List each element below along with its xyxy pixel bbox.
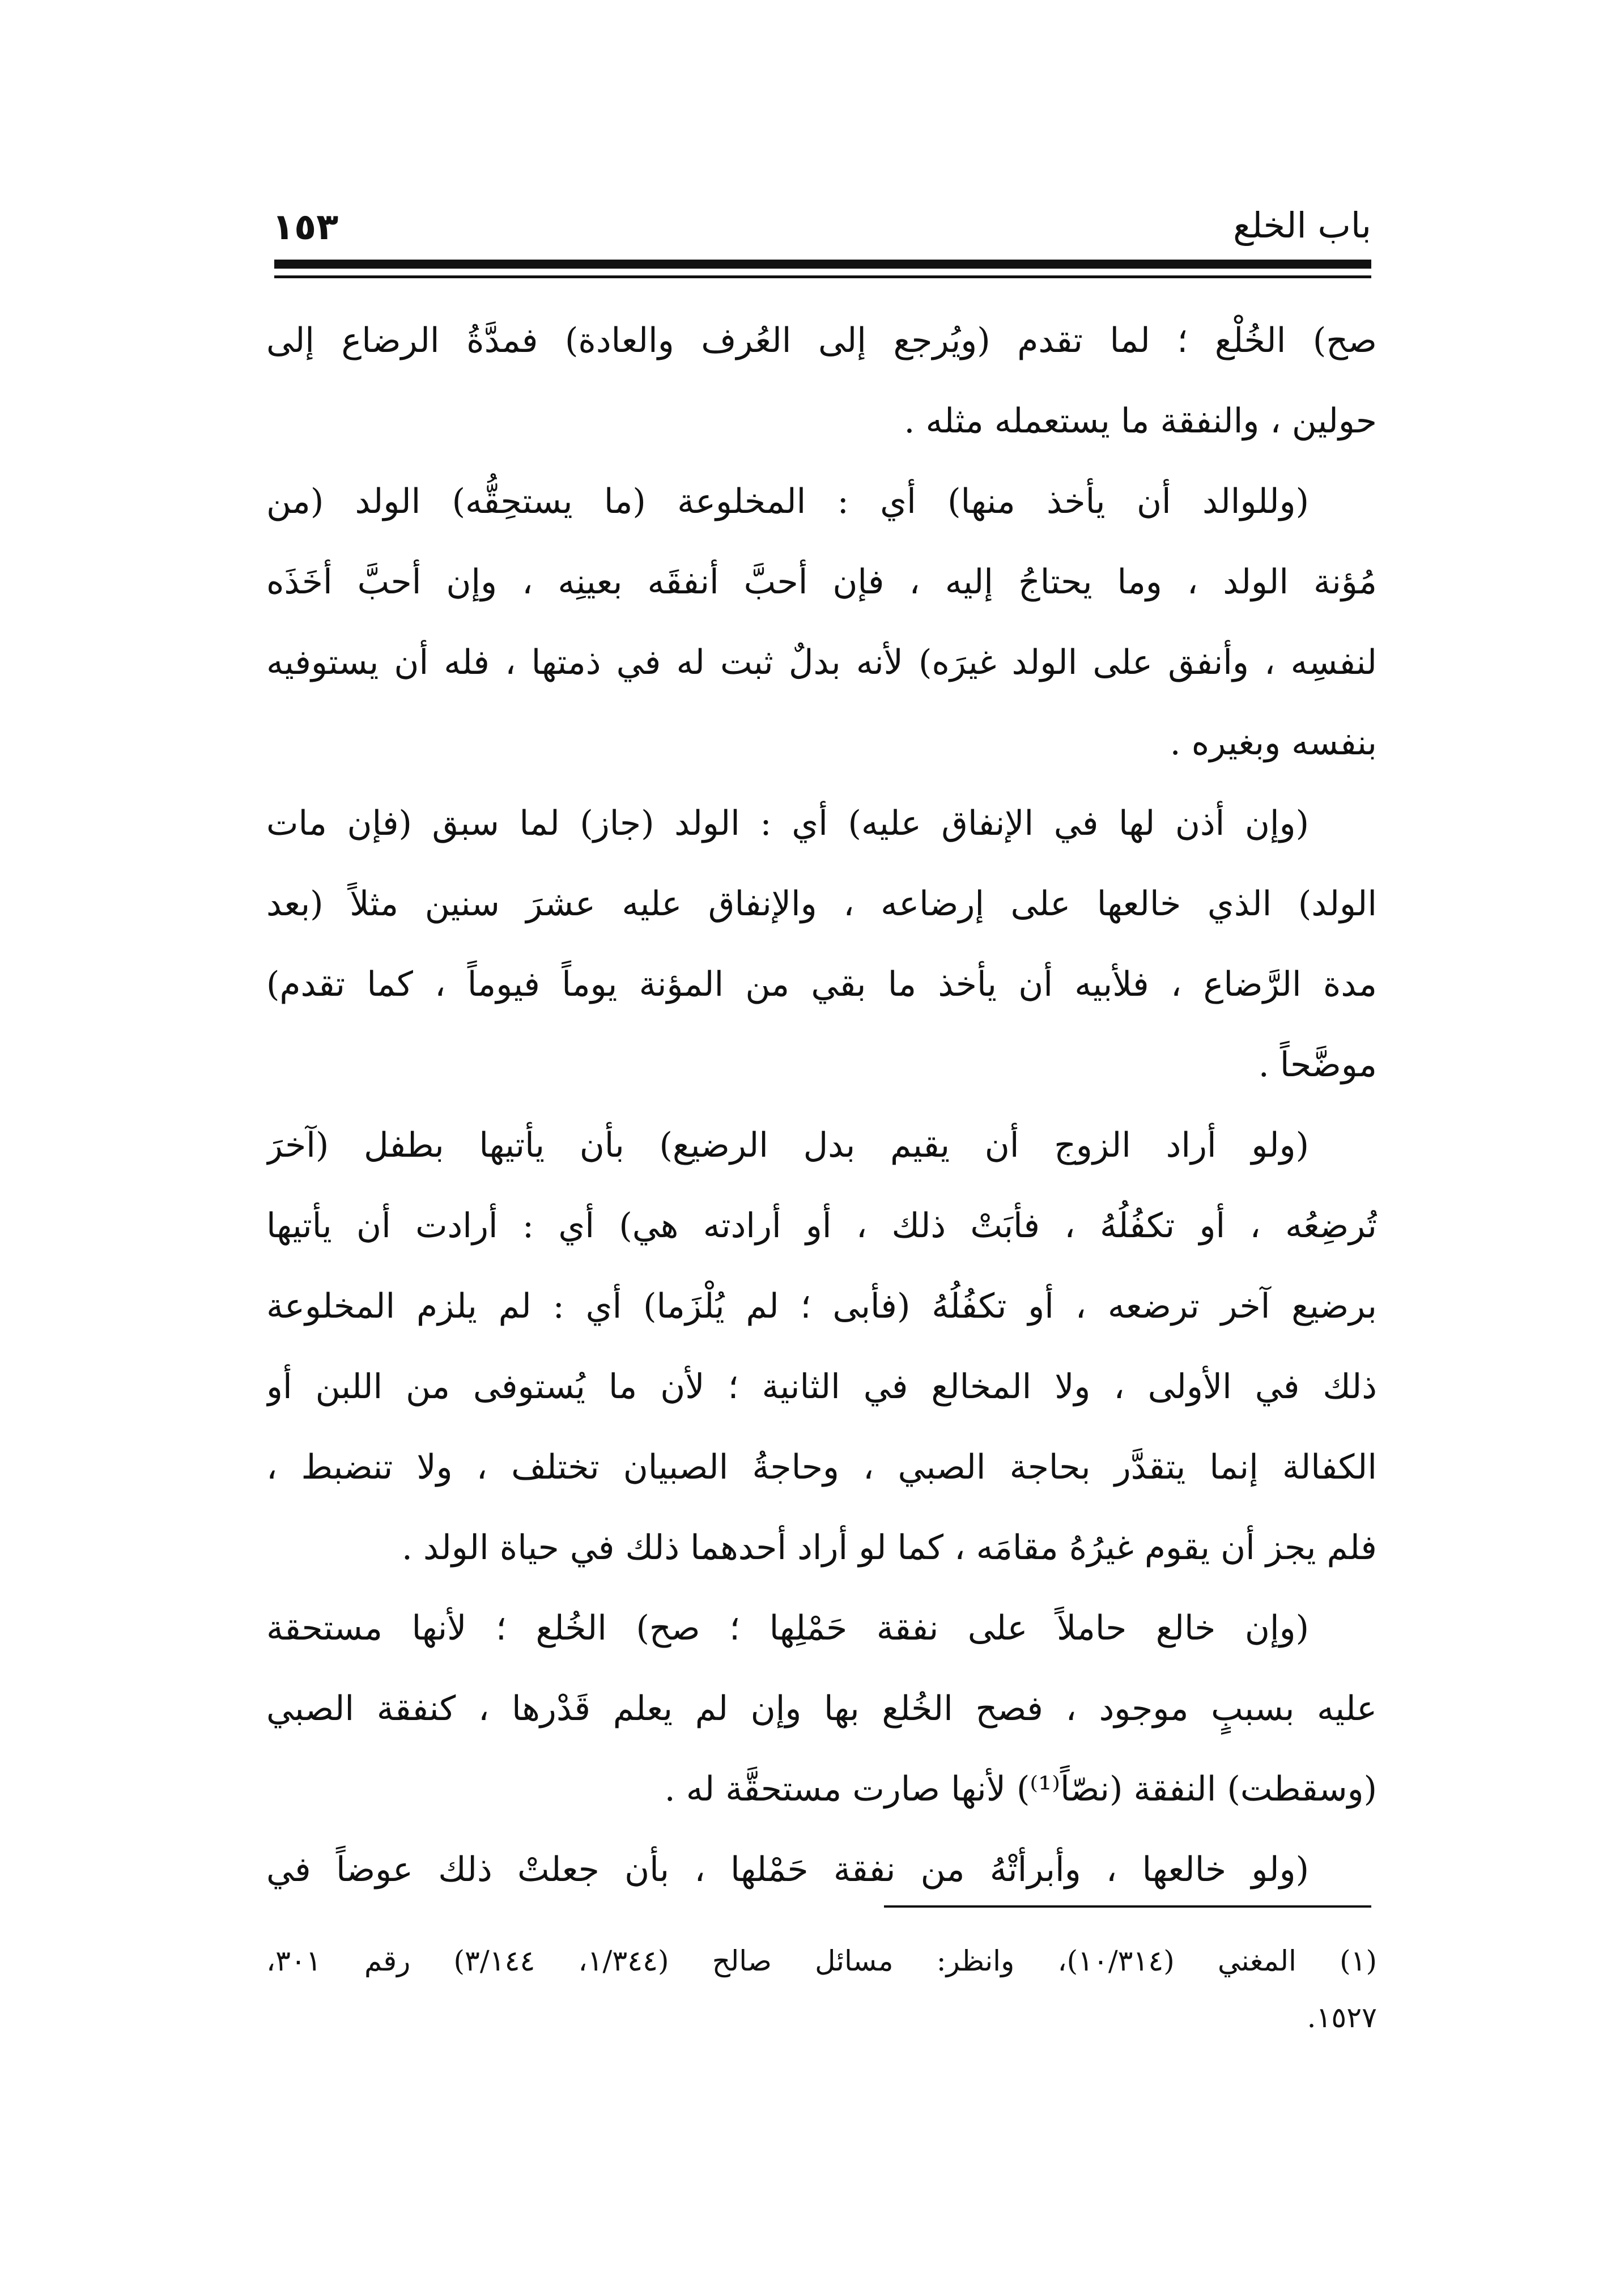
text-line: الكفالة إنما يتقدَّر بحاجة الصبي ، وحاجةُ الصبيان تختلف ، ولا تنضبط ، <box>266 1447 1377 1487</box>
text-line: (وإن خالع حاملاً على نفقة حَمْلِها ؛ صح) الخُلع ؛ لأنها مستحقة <box>266 1608 1309 1648</box>
text-line: مُؤنة الولد ، وما يحتاجُ إليه ، فإن أحبَّ أنفقَه بعينِه ، وإن أحبَّ أخَذَه <box>266 562 1377 602</box>
text-line: حولين ، والنفقة ما يستعمله مثله . <box>904 401 1377 441</box>
text-line: صح) الخُلْع ؛ لما تقدم (ويُرجع إلى العُرف والعادة) فمدَّةُ الرضاع إلى <box>266 321 1377 360</box>
footnote-line: ١٥٢٧. <box>1307 2001 1377 2034</box>
page-header <box>272 193 1371 249</box>
text-line: (ولو خالعها ، وأبرأتْهُ من نفقة حَمْلها ، بأن جعلتْ ذلك عوضاً في <box>266 1850 1309 1889</box>
header-rule-thick <box>274 260 1371 269</box>
text-line: (وسقطت) النفقة (نصّاً⁽¹⁾) لأنها صارت مستحقَّة له . <box>664 1769 1377 1809</box>
footnote-line: (١) المغني (١٠/٣١٤)، وانظر: مسائل صالح (١/٣٤٤، ٣/١٤٤) رقم ٣٠١، <box>266 1944 1377 1977</box>
main-text <box>266 300 1377 1910</box>
text-line: مدة الرَّضاع ، فلأبيه أن يأخذ ما بقي من المؤنة يوماً فيوماً ، كما تقدم) <box>266 965 1377 1004</box>
page-number: ١٥٣ <box>272 206 339 248</box>
text-line: عليه بسببٍ موجود ، فصح الخُلع بها وإن لم يعلم قَدْرها ، كنفقة الصبي <box>266 1689 1377 1729</box>
text-line: برضيع آخر ترضعه ، أو تكفُلُهُ (فأبى ؛ لم يُلْزَما) أي : لم يلزم المخلوعة <box>266 1286 1377 1326</box>
header-rule-thin <box>274 275 1371 278</box>
footnote-separator <box>884 1905 1371 1908</box>
text-line: فلم يجز أن يقوم غيرُهُ مقامَه ، كما لو أراد أحدهما ذلك في حياة الولد . <box>401 1528 1377 1568</box>
text-line: تُرضِعُه ، أو تكفُلُهُ ، فأبَتْ ذلك ، أو أرادته هي) أي : أرادت أن يأتيها <box>266 1206 1377 1246</box>
text-line: بنفسه وبغيره . <box>1170 723 1377 763</box>
text-line: (وللوالد أن يأخذ منها) أي : المخلوعة (ما يستحِقُّه) الولد (من <box>266 482 1309 521</box>
text-line: (وإن أذن لها في الإنفاق عليه) أي : الولد (جاز) لما سبق (فإن مات <box>266 804 1309 843</box>
footnotes <box>266 1933 1377 2046</box>
text-line: (ولو أراد الزوج أن يقيم بدل الرضيع) بأن يأتيها بطفل (آخرَ <box>266 1126 1309 1165</box>
text-line: لنفسِه ، وأنفق على الولد غيرَه) لأنه بدلٌ ثبت له في ذمتها ، فله أن يستوفيه <box>266 643 1377 682</box>
running-title: باب الخلع <box>1233 205 1371 246</box>
text-line: موضَّحاً . <box>1258 1045 1377 1085</box>
text-line: ذلك في الأولى ، ولا المخالع في الثانية ؛ لأن ما يُستوفى من اللبن أو <box>266 1367 1377 1407</box>
text-line: الولد) الذي خالعها على إرضاعه ، والإنفاق عليه عشرَ سنين مثلاً (بعد <box>266 884 1377 924</box>
